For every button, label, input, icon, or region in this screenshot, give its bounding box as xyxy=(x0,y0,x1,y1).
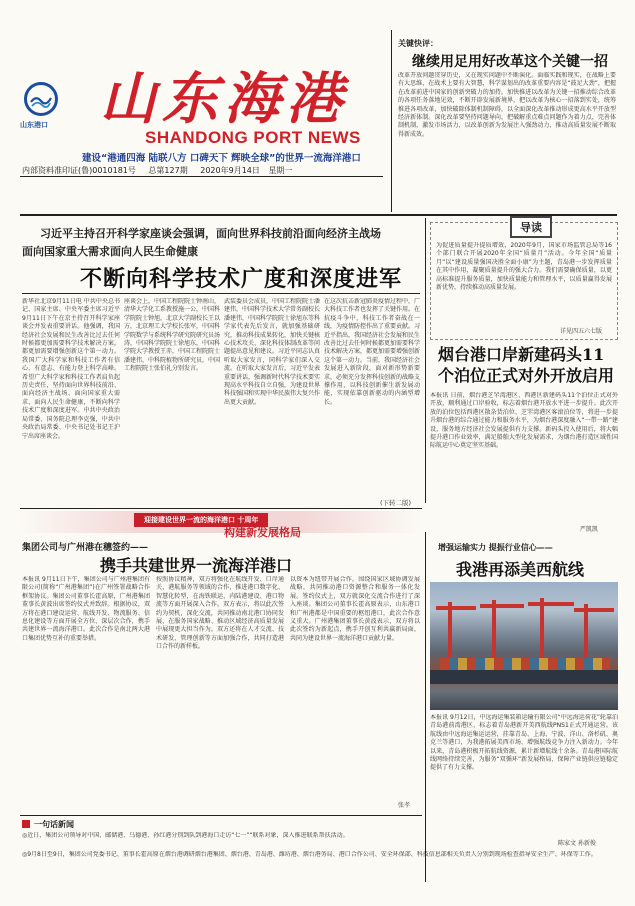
yantai-body: 本报讯 日前，烟台港芝罘湾港区、西港区新建码头11个泊位正式对外开放，顺利通过口岸验收，标志着烟台港开放水平进一步提升。此次开放的泊位包括西港区散杂货泊位、芝罘湾港区客滚泊位等，将进一步提升烟台港的综合通过能力和服务水平，为烟台港深度融入“一带一路”建设，服务地方经济社会发展提供有力支撑。新码头投入使用后，将大幅提升港口作业效率，满足船舶大型化发展需求，为烟台港打造区域性国际航运中心奠定坚实基础。 xyxy=(430,392,618,450)
route-kicker: 增强运输实力 提振行业信心—— xyxy=(438,543,553,552)
reg-number: 内部资料准印证(鲁)0010181号 xyxy=(22,166,136,175)
masthead-rule xyxy=(20,176,383,177)
masthead-english: SHANDONG PORT NEWS xyxy=(145,128,361,147)
issue-weekday: 星期一 xyxy=(268,166,293,175)
column-divider-lower xyxy=(425,532,426,882)
masthead-title: 山东海港 xyxy=(100,66,348,132)
cooperation-subbanner: 构建新发展格局 xyxy=(224,526,301,539)
brief-marker-icon xyxy=(22,820,30,828)
guide-tag: 导读 xyxy=(510,216,552,238)
brief-rule xyxy=(20,815,422,816)
issue-number: 总第127期 xyxy=(148,166,188,175)
port-photo xyxy=(430,582,618,710)
cooperation-col-1: 本报讯 9月11日下午，集团公司与广州港集团有限公司(简称“广州港集团”)在广州签署战略合作框架协议。集团公司董事长霍高原，广州港集团董事长黄波出席签约仪式并致辞。根据协议，双方将在港口建设运营、航线开发、物流服务、信息化建设等方面开展全方位、深层次合作，携手共建世界一流海洋港口。此次合作是南北两大港口集团优势互补的重要举措。 xyxy=(22,576,150,642)
column-divider-right xyxy=(425,218,426,503)
lead-headline: 不断向科学技术广度和深度进军 xyxy=(80,266,403,292)
cooperation-col-2: 按照协议精神，双方将强化在航线开发、口岸通关、港航服务等领域的合作，推进港口数字化、智慧化转型，在海铁联运、内陆港建设、港口物流等方面开展深入合作。双方表示，将以此次签约为契机，深化交流，共同推动南北港口协同发展，在服务国家战略、推动区域经济高质量发展中展现更大担当作为。双方还将在人才交流、技术研发、管理创新等方面加强合作，共同打造港口合作的新样板。 xyxy=(156,576,284,651)
news-brief-label: 一句话新闻 xyxy=(34,820,74,829)
route-title: 我港再添美西航线 xyxy=(456,560,585,579)
news-brief-item-1: ◎近日，集团公司领导对中国、邮储港、乌德港、孙红港分别到队到港海口走访“七一”“联系对象，深入推进联系帮扶活动。 xyxy=(22,832,349,839)
route-byline: 陈家文 孙新俊 xyxy=(558,840,596,847)
yantai-byline: 严凯凯 xyxy=(580,526,599,533)
guanjian-body: 改革开放问题贯穿历史，又在现实问题中不断演化。面临实践和现实，在战略上要有大思维，在战术上要有大智慧，科学谋划出的改革重要内容是“鼓足大劲”，把握在改革前进中国家的创新突破力的加持。加快推进以改革为关键一招推动综合改革的各项任务落地见效，不断开辟发展新境界，把以改革为核心一招落到实处，统筹推进各项改革，加快破除体制机制障碍，以全面深化改革推动形成更高水平开放型经济新体制。深化改革要坚持问题导向，把破解重点难点问题作为着力点，完善体制机制，激发市场活力，以改革创新为发展注入强劲动力，推动高质量发展不断取得新成效。 xyxy=(398,72,616,138)
lead-continued: (下转二版) xyxy=(380,499,412,507)
anchor-wave-logo-icon xyxy=(24,82,58,116)
cooperation-kicker: 集团公司与广州港在穗签约—— xyxy=(22,543,149,553)
cooperation-banner-label: 迎接建设世界一流的海洋港口 十周年 xyxy=(134,513,268,527)
news-brief-title xyxy=(22,819,74,830)
middle-section-rule xyxy=(20,508,422,509)
route-body: 本报讯 9月12日，中远海运集装箱运输有限公司“中远海运荷花”轮靠泊青岛港前湾港区，标志着青岛港新开美西航线PNS1正式开通运营。该航线由中远海运集运运营，挂靠青岛、上海、宁波、洋山、洛杉矶、奥克兰等港口，为我港拓展美西市场、增强航线竞争力注入新动力。今年以来，青岛港积极开拓航线资源，累计新增航线十余条。青岛港国际航线网络持续完善，为服务“双循环”新发展格局、保障产业链供应链稳定提供了有力支撑。 xyxy=(430,714,618,772)
lead-col-1: 新华社北京9月11日电 中共中央总书记、国家主席、中央军委主席习近平9月11日下午在京主持召开科学家座谈会并发表重要讲话。他强调，我国经济社会发展和民生改善比过去任何时候都更加需要科学技术解决方案，都更加需要增强创新这个第一动力。我国广大科学家和科技工作者有信心、有意志、有能力登上科学高峰。希望广大科学家和科技工作者肩负起历史责任，坚持面向世界科技前沿、面向经济主战场、面向国家重大需求、面向人民生命健康，不断向科学技术广度和深度进军。中共中央政治局常委、国务院总理李克强，中共中央政治局常委、中央书记处书记王沪宁出席座谈会。 xyxy=(22,298,120,440)
guide-ref: 详见四五六七版 xyxy=(560,328,603,335)
news-brief-item-2: ◎9月8日至9日，集团公司党委书记、董事长霍高原在烟台港调研烟台港集团、烟台港、青岛港、潍坊港、烟台港务局、港口合作公司、安全环保部、科技信息部相关负责人分别到现场检查指导安全生产、环保等工作。 xyxy=(22,851,597,858)
guanjian-label: 关键快评： xyxy=(398,39,438,48)
lead-col-2: 座谈会上，中国工程院院士钟南山，清华大学化工系教授施一公，中国科学院院士钟旭，北京大学副校长王以方，北京理工大学校长张军，中国科学院数学与系统科学研究院研究员汤涛，中国科学院院士徐旭东，中国科学院大学教授王赤，中国工程院院士潘建伟，中科院植物所研究员，中国工程院院士张伯礼分别发言。 xyxy=(124,298,220,373)
lead-kicker: 习近平主持召开科学家座谈会强调，面向世界科技前沿面向经济主战场 xyxy=(40,227,381,240)
column-divider-top xyxy=(391,30,392,212)
masthead-info xyxy=(22,165,382,176)
guanjian-title: 继续用足用好改革这个关键一招 xyxy=(412,54,608,70)
cooperation-col-3: 以资本为纽带开展合作，围绕国家区域协调发展战略，共同推动港口资源整合和服务一体化发展。签约仪式上，双方就深化交流合作进行了深入座谈。集团公司董事长霍高原表示，山东港口和广州港都是中国重要的枢纽港口，此次合作意义重大。广州港集团董事长黄波表示，双方将以此次签约为新起点，携手开创互利共赢新局面，共同为建设世界一流海洋港口贡献力量。 xyxy=(290,576,420,642)
lead-col-4: 在这次抗击新冠肺炎疫情过程中，广大科技工作者也发挥了关键作用。在抗疫斗争中，科技工作者奋战在一线，为疫情防控作出了重要贡献。习近平指出，我国经济社会发展和民生改善比过去任何时候都更加需要科学技术解决方案，都更加需要增强创新这个第一动力。当前，我国经济社会发展进入新阶段，面对新形势新要求，必须充分发挥科技创新的战略支撑作用，以科技创新催生新发展动能，实现依靠创新驱动的内涵型增长。 xyxy=(324,298,420,406)
masthead-slogan: 建设“港通四海 陆联八方 口碑天下 辉映全球”的世界一流海洋港口 xyxy=(82,153,361,164)
cooperation-byline: 张孝 xyxy=(398,802,411,809)
guide-body: 为促进质量提升提质增效，2020年9月，国家市场监管总局等16个部门联合开展2020年全国“质量月”活动。今年全国“质量月”以“建设质量强国决胜全面小康”为主题，青岛港一步发挥质量在其中作用，凝聚质量提升的强大合力。我们需要确保质量，以更高标准提升服务质量，加快质量能力和管理水平，以质量赢得发展新优势，持续推动高质量发展。 xyxy=(436,242,612,292)
cooperation-headline: 携手共建世界一流海洋港口 xyxy=(100,556,293,575)
lead-col-3: 武装委员会成员，中国工程院院士潘建伟，中国科学技术大学常务副校长潘建伟，中国科学院院士徐旭东等科学家代表先后发言，就加强基础研究，推动科技成果转化，加快关键核心技术攻关、深化科技体制改革等问题提出意见和建议。习近平同志认真听取大家发言，同科学家们深入交流。在听取大家发言后，习近平发表重要讲话，强调新时代科学技术要实现高水平科技自立自强，为建设世界科技强国和实现中华民族伟大复兴作出更大贡献。 xyxy=(224,298,320,406)
lead-subtitle: 面向国家重大需求面向人民生命健康 xyxy=(22,245,198,258)
logo-text: 山东港口 xyxy=(20,121,48,129)
yantai-title: 烟台港口岸新建码头11个泊位正式对外开放启用 xyxy=(438,345,615,385)
lead-headline-rule xyxy=(22,293,420,294)
issue-date: 2020年9月14日 xyxy=(200,166,260,175)
